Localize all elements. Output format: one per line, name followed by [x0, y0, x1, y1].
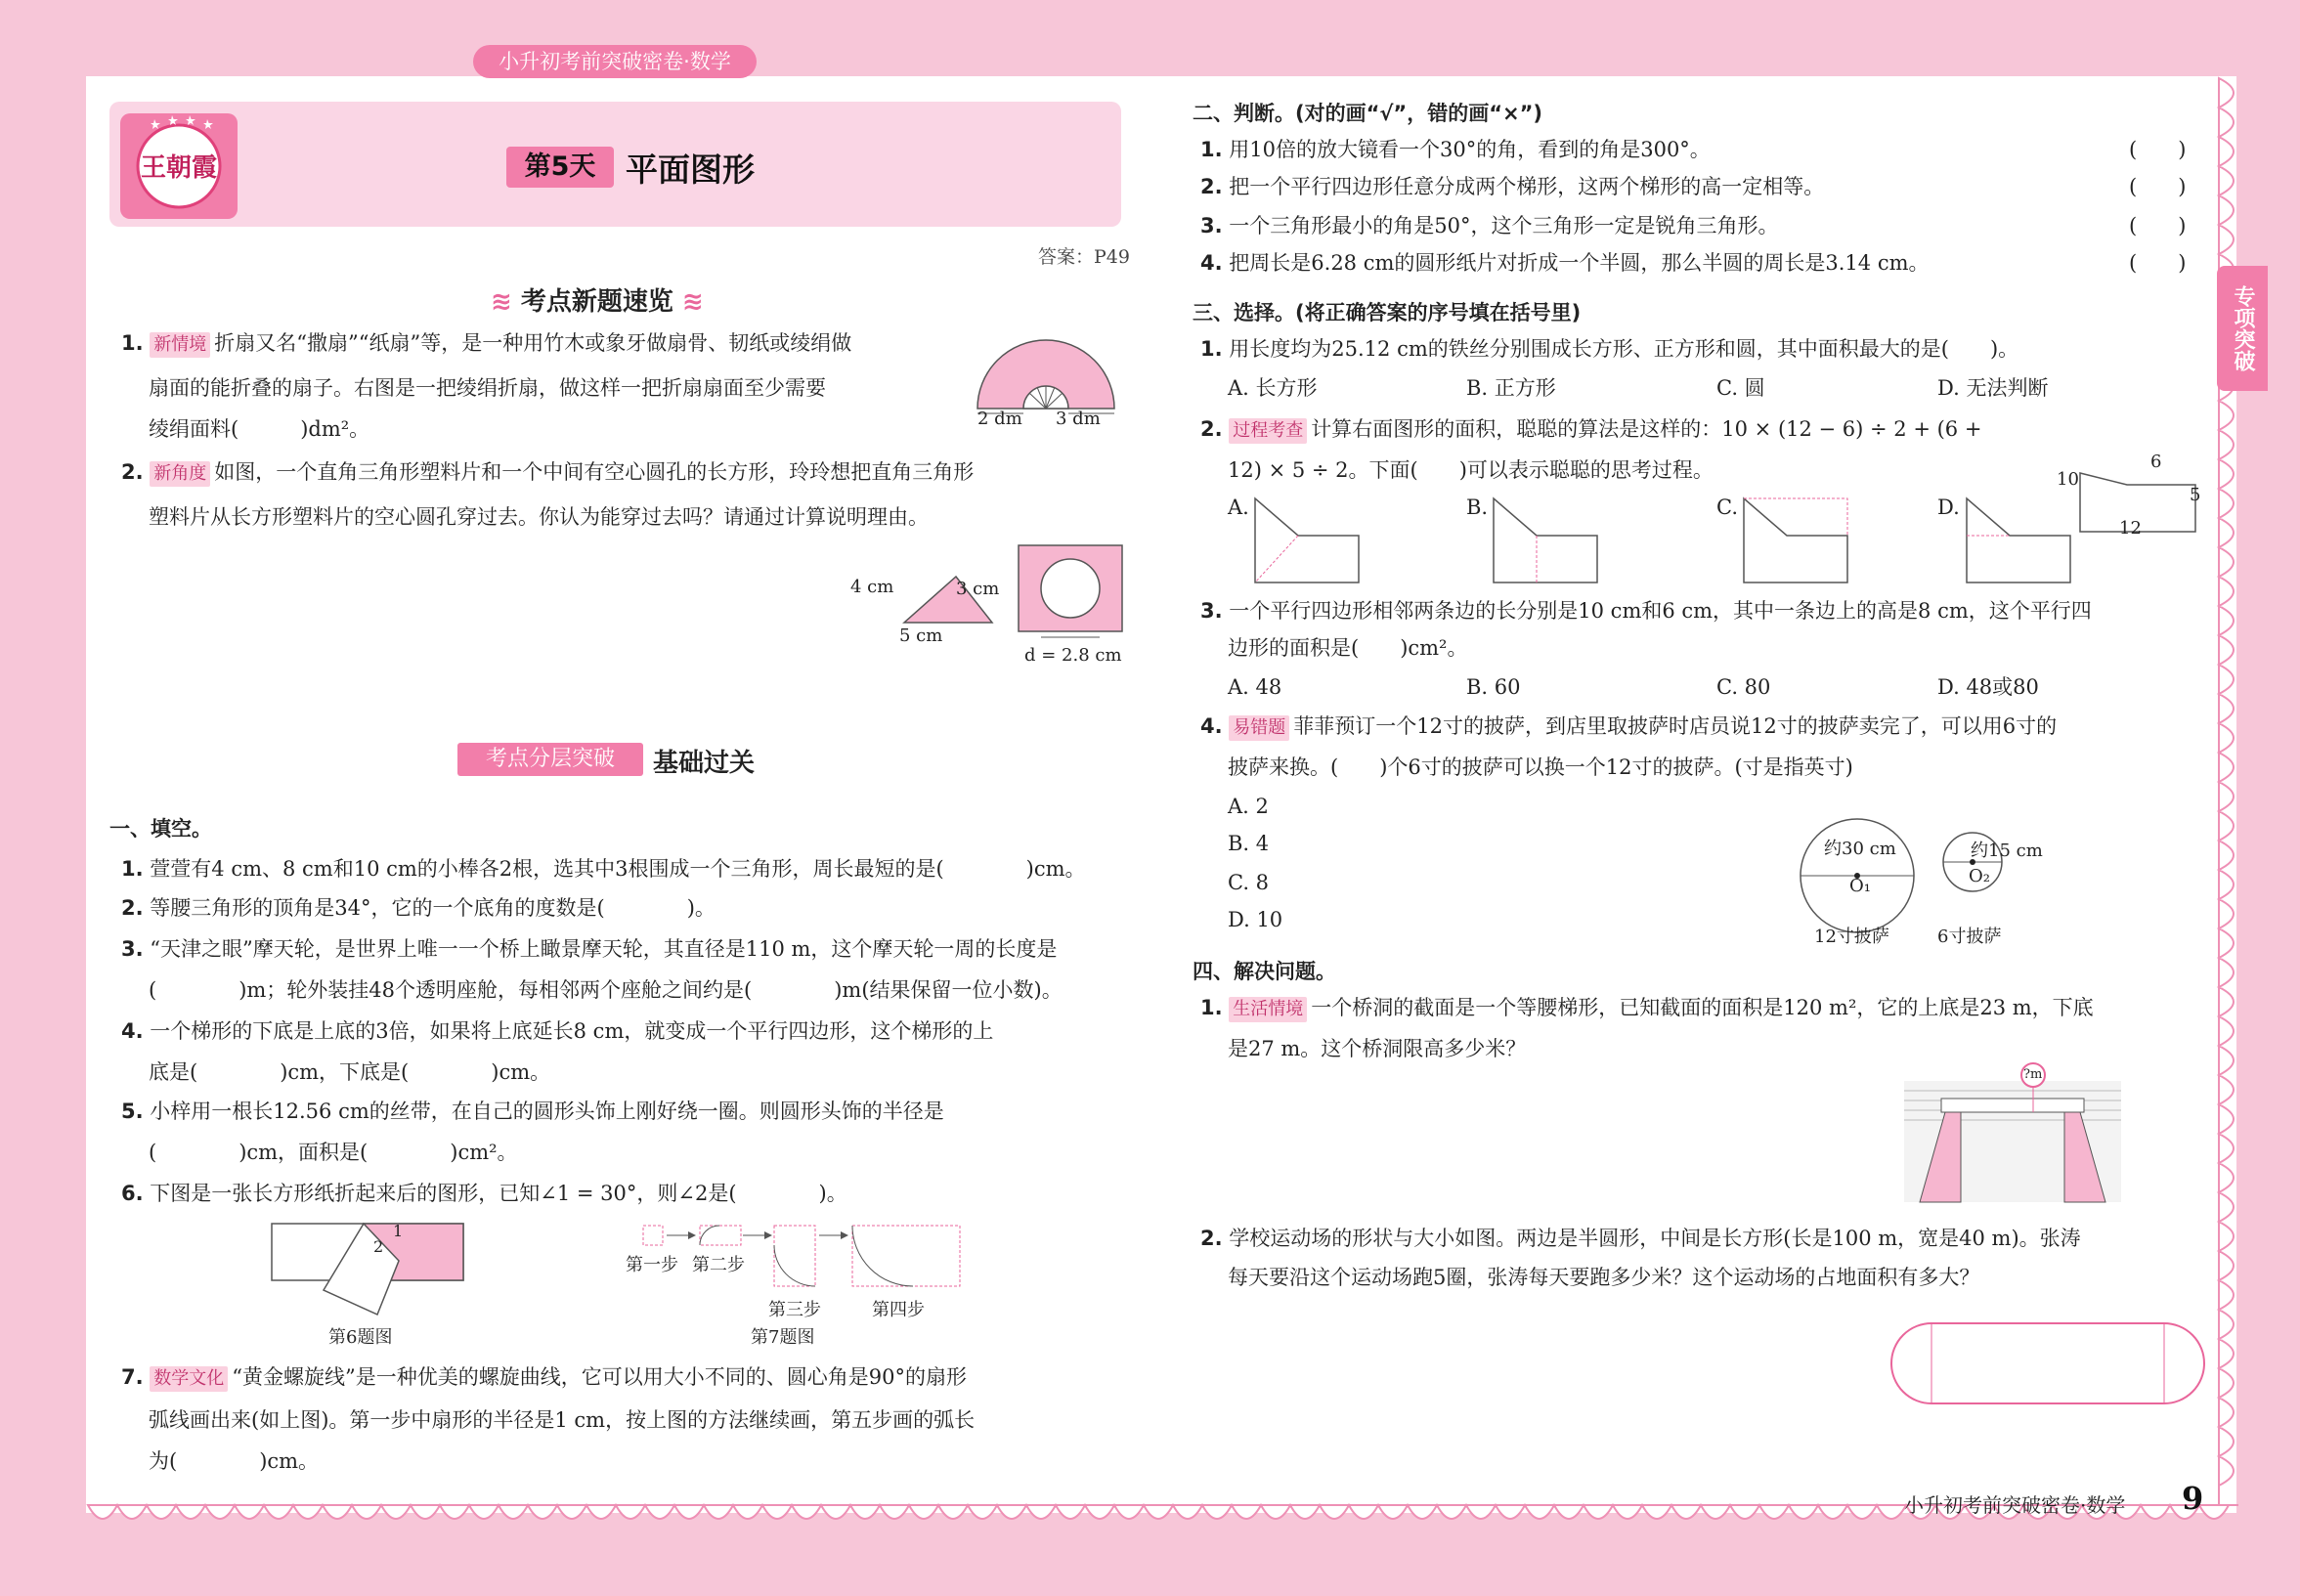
choice-q2-tag: 过程考查: [1229, 418, 1307, 444]
fan-figure: [973, 323, 1119, 420]
judge-title: 二、判断。(对的画“√”，错的画“×”): [1193, 102, 1543, 125]
choice-q3: 3. 一个平行四边形相邻两条边的长分别是10 cm和6 cm，其中一条边上的高是8 cm，这个平行四: [1200, 599, 2092, 623]
q1-tag: 新情境: [150, 332, 210, 358]
choice-q1-c[interactable]: C. 圆: [1716, 376, 1765, 400]
choice-q2-b[interactable]: B.: [1466, 496, 1489, 519]
bridge-height-badge: ?m: [2023, 1067, 2043, 1082]
step-3: 第三步: [768, 1300, 821, 1320]
wave-icon: ≋: [673, 287, 704, 317]
solve-q2: 2. 学校运动场的形状与大小如图。两边是半圆形，中间是长方形(长是100 m，宽是40 m)。张涛: [1200, 1227, 2081, 1250]
q2-tag: 新角度: [150, 461, 210, 487]
fill-q6: 6. 下图是一张长方形纸折起来后的图形，已知∠1 = 30°，则∠2是( )。: [121, 1182, 847, 1205]
option-b-figure: [1492, 496, 1599, 586]
fill-q5-line2: ( )cm，面积是( )cm²。: [149, 1141, 518, 1164]
angle-1: 1: [393, 1222, 404, 1240]
header-series-tag: 小升初考前突破密卷·数学: [473, 45, 757, 78]
solve-title: 四、解决问题。: [1193, 960, 1336, 983]
step-2: 第二步: [692, 1255, 745, 1275]
tri-label-b: 3 cm: [956, 579, 1000, 599]
page-number: 9: [2182, 1480, 2204, 1517]
fill-q4-line2: 底是( )cm，下底是( )cm。: [149, 1060, 551, 1084]
solve-q1: 1. 生活情境 一个桥洞的截面是一个等腰梯形，已知截面的面积是120 m²，它的上底是23 m，下底: [1200, 995, 2094, 1022]
choice-q3-a[interactable]: A. 48: [1228, 675, 1282, 699]
shape-label-12: 12: [2119, 518, 2142, 539]
fill-q5: 5. 小梓用一根长12.56 cm的丝带，在自己的圆形头饰上刚好绕一圈。则圆形头饰的半径是: [121, 1100, 944, 1123]
choice-q3-c[interactable]: C. 80: [1716, 675, 1771, 699]
fan-label-right: 3 dm: [1056, 409, 1101, 429]
q1-line3[interactable]: 绫绢面料( )dm²。: [149, 417, 370, 441]
fan-label-left: 2 dm: [977, 409, 1022, 429]
choice-q4-d[interactable]: D. 10: [1228, 908, 1283, 931]
choice-q4-line2: 披萨来换。( )个6寸的披萨可以换一个12寸的披萨。(寸是指英寸): [1228, 755, 1853, 779]
q1-line1: 1. 新情境 折扇又名“撒扇”“纸扇”等，是一种用竹木或象牙做扇骨、韧纸或绫绢做: [121, 330, 851, 358]
bridge-figure: [1902, 1061, 2123, 1204]
section-box-2: 考点分层突破: [457, 743, 643, 776]
side-tab[interactable]: 专项突破: [2217, 266, 2268, 391]
solve-q2-line2: 每天要沿这个运动场跑5圈，张涛每天要跑多少米？这个运动场的占地面积有多大？: [1228, 1266, 1980, 1289]
tri-label-a: 4 cm: [850, 577, 894, 597]
fill-q1: 1. 萱萱有4 cm、8 cm和10 cm的小棒各2根，选其中3根围成一个三角形，周长最短的是( )cm。: [121, 857, 1086, 881]
pizza-center-1: O₁: [1849, 876, 1871, 896]
judge-q1: 1. 用10倍的放大镜看一个30°的角，看到的角是300°。: [1200, 138, 1711, 161]
tri-label-c: 5 cm: [899, 625, 943, 646]
judge-q2-paren[interactable]: ( ): [2129, 175, 2187, 198]
option-a-figure: [1253, 496, 1361, 586]
q1-line2: 扇面的能折叠的扇子。右图是一把绫绢折扇，做这样一把折扇扇面至少需要: [149, 376, 826, 400]
choice-q1-d[interactable]: D. 无法判断: [1937, 376, 2049, 400]
judge-q4-paren[interactable]: ( ): [2129, 251, 2187, 275]
fill-q4: 4. 一个梯形的下底是上底的3倍，如果将上底延长8 cm，就变成一个平行四边形，这个梯形的上: [121, 1019, 994, 1043]
judge-q3: 3. 一个三角形最小的角是50°，这个三角形一定是锐角三角形。: [1200, 214, 1779, 237]
choice-q3-d[interactable]: D. 48或80: [1937, 675, 2039, 699]
fill-q3-line2: ( )m；轮外装挂48个透明座舱，每相邻两个座舱之间约是( )m(结果保留一位小数)。: [149, 978, 1063, 1002]
judge-q4: 4. 把周长是6.28 cm的圆形纸片对折成一个半圆，那么半圆的周长是3.14 cm。: [1200, 251, 1930, 275]
choice-q2-a[interactable]: A.: [1228, 496, 1249, 519]
choice-q2-d[interactable]: D.: [1937, 496, 1960, 519]
pizza-caption-12: 12寸披萨: [1814, 927, 1889, 947]
judge-q1-paren[interactable]: ( ): [2129, 138, 2187, 161]
pizza-caption-6: 6寸披萨: [1937, 927, 2002, 947]
day-label: 第5天: [506, 147, 614, 188]
track-figure: [1890, 1321, 2205, 1405]
choice-q4-b[interactable]: B. 4: [1228, 832, 1270, 855]
choice-q2: 2. 过程考查 计算右面图形的面积，聪聪的算法是这样的：10 × (12 − 6) ÷ 2 + (6 +: [1200, 416, 1981, 444]
choice-q3-line2: 边形的面积是( )cm²。: [1228, 636, 1468, 660]
fill-q7-line3: 为( )cm。: [149, 1449, 320, 1473]
section-title-2: 基础过关: [653, 749, 756, 778]
logo-icon: [115, 104, 242, 225]
fill-q7: 7. 数学文化 “黄金螺旋线”是一种优美的螺旋曲线，它可以用大小不同的、圆心角是90°的扇形: [121, 1364, 967, 1392]
choice-q3-b[interactable]: B. 60: [1466, 675, 1521, 699]
answer-ref: 答案：P49: [1038, 246, 1130, 268]
fig6-caption: 第6题图: [328, 1327, 393, 1348]
pizza-small-label: 约15 cm: [1971, 841, 2043, 861]
angle-2: 2: [373, 1237, 384, 1256]
choice-q4-a[interactable]: A. 2: [1228, 795, 1269, 818]
choice-q1-a[interactable]: A. 长方形: [1228, 376, 1318, 400]
shape-label-6: 6: [2150, 452, 2162, 472]
step-1: 第一步: [626, 1255, 678, 1275]
option-c-figure: [1742, 496, 1849, 586]
choice-q1: 1. 用长度均为25.12 cm的铁丝分别围成长方形、正方形和圆，其中面积最大的是( )。: [1200, 337, 2019, 361]
choice-q4-c[interactable]: C. 8: [1228, 871, 1270, 894]
q2-line2: 塑料片从长方形塑料片的空心圆孔穿过去。你认为能穿过去吗？请通过计算说明理由。: [149, 505, 929, 529]
fold-figure: [270, 1222, 465, 1319]
section-title-1: ≋ 考点新题速览 ≋: [491, 287, 704, 317]
choice-q2-line2: 12) × 5 ÷ 2。下面( )可以表示聪聪的思考过程。: [1228, 458, 1714, 482]
page-title: 平面图形: [626, 151, 755, 189]
wave-icon: ≋: [491, 287, 521, 317]
choice-q4-tag: 易错题: [1229, 715, 1289, 741]
choice-q1-b[interactable]: B. 正方形: [1466, 376, 1556, 400]
fill-title: 一、填空。: [109, 817, 212, 841]
logo-text: 王朝霞: [140, 153, 218, 183]
step-4: 第四步: [872, 1300, 925, 1320]
q7-tag: 数学文化: [150, 1366, 228, 1392]
shape-label-10: 10: [2057, 469, 2079, 490]
fill-q3: 3. “天津之眼”摩天轮，是世界上唯一一个桥上瞰景摩天轮，其直径是110 m，这个摩天轮一周的长度是: [121, 937, 1058, 961]
solve-q1-line2: 是27 m。这个桥洞限高多少米？: [1228, 1037, 1527, 1060]
q2-line1: 2. 新角度 如图，一个直角三角形塑料片和一个中间有空心圆孔的长方形，玲玲想把直角三角形: [121, 459, 974, 487]
choice-q2-c[interactable]: C.: [1716, 496, 1738, 519]
solve-q1-tag: 生活情境: [1229, 997, 1307, 1022]
title-bar: [109, 102, 1121, 227]
rect-hole-figure: [1017, 543, 1124, 641]
choice-title: 三、选择。(将正确答案的序号填在括号里): [1193, 301, 1582, 324]
hole-diameter-label: d = 2.8 cm: [1024, 645, 1122, 666]
footer-series: 小升初考前突破密卷·数学: [1904, 1493, 2126, 1517]
pizza-center-2: O₂: [1969, 866, 1990, 886]
fill-q7-line2: 弧线画出来(如上图)。第一步中扇形的半径是1 cm，按上图的方法继续画，第五步画的弧长: [149, 1408, 976, 1432]
fig7-caption: 第7题图: [751, 1327, 815, 1348]
option-d-figure: [1965, 496, 2072, 586]
judge-q2: 2. 把一个平行四边形任意分成两个梯形，这两个梯形的高一定相等。: [1200, 175, 1825, 198]
shape-label-5: 5: [2190, 485, 2201, 505]
fill-q2: 2. 等腰三角形的顶角是34°，它的一个底角的度数是( )。: [121, 896, 716, 920]
choice-q4: 4. 易错题 菲菲预订一个12寸的披萨，到店里取披萨时店员说12寸的披萨卖完了，可以用6寸的: [1200, 713, 2057, 741]
pizza-big-label: 约30 cm: [1824, 839, 1896, 859]
judge-q3-paren[interactable]: ( ): [2129, 214, 2187, 237]
